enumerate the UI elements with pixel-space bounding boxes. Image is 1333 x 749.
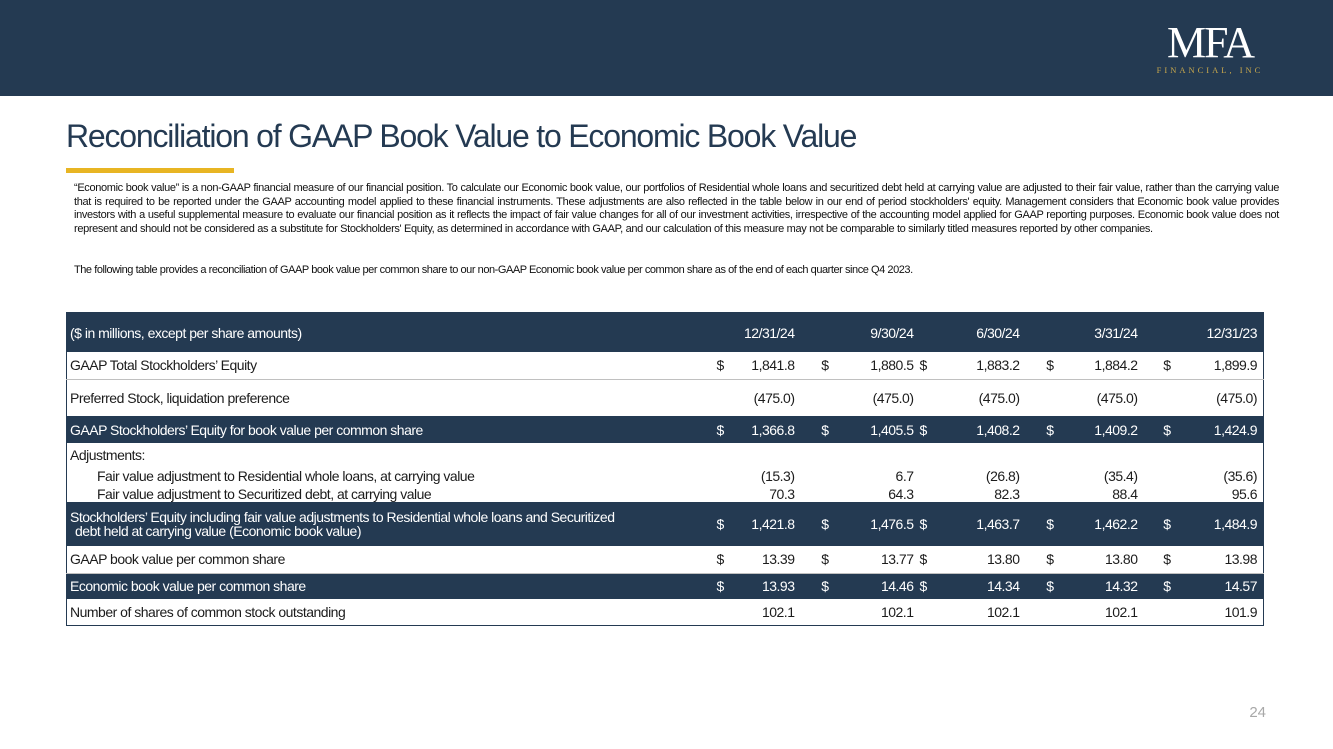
- cell-value: 13.93: [729, 573, 801, 599]
- cell-value: 1,476.5: [839, 502, 920, 546]
- cell-value: 6.7: [895, 468, 914, 484]
- currency-symbol: $: [920, 416, 946, 443]
- table-row-highlighted: [67, 502, 1264, 546]
- row-label: Number of shares of common stock outstanding: [70, 603, 346, 620]
- table-row: [67, 467, 1264, 485]
- cell-value: 13.39: [729, 546, 801, 573]
- cell-value: 102.1: [986, 603, 1020, 620]
- currency-symbol: $: [717, 546, 729, 573]
- period-header: 12/31/23: [1181, 313, 1264, 353]
- table-note: The following table provides a reconciliation of GAAP book value per common share to our non-GAAP Economic book value per common share as of the end of each quarter since Q4 2023.: [74, 264, 913, 276]
- cell-value: 1,421.8: [729, 502, 801, 546]
- cell-value: 1,899.9: [1181, 352, 1264, 379]
- row-label-line: Stockholders’ Equity including fair value adjustments to Residential whole loans and Securitized: [70, 509, 615, 525]
- cell-value: 14.57: [1181, 573, 1264, 599]
- cell-value: (35.6): [1223, 468, 1257, 484]
- logo-subtitle: FINANCIAL, INC: [1156, 65, 1264, 75]
- currency-symbol: $: [1026, 502, 1064, 546]
- cell-value: 13.80: [946, 546, 1026, 573]
- period-header: 6/30/24: [946, 313, 1026, 353]
- cell-value: 102.1: [1104, 603, 1138, 620]
- cell-value: (475.0): [1096, 389, 1138, 406]
- table-row-highlighted: [67, 416, 1264, 443]
- logo-mark: MFA: [1166, 18, 1254, 67]
- page-title: Reconciliation of GAAP Book Value to Economic Book Value: [66, 118, 857, 154]
- header-label: ($ in millions, except per share amounts): [67, 313, 717, 353]
- table-row-highlighted: [67, 573, 1264, 599]
- currency-symbol: $: [801, 546, 839, 573]
- cell-value: 1,424.9: [1181, 416, 1264, 443]
- cell-value: 1,883.2: [946, 352, 1026, 379]
- cell-value: 64.3: [888, 485, 914, 502]
- cell-value: 14.34: [946, 573, 1026, 599]
- cell-value: 101.9: [1224, 603, 1257, 620]
- page-number: 24: [1249, 704, 1266, 721]
- cell-value: 1,463.7: [946, 502, 1026, 546]
- table-row: [67, 599, 1264, 625]
- currency-symbol: $: [1026, 573, 1064, 599]
- table-row: [67, 485, 1264, 502]
- currency-symbol: $: [717, 352, 729, 379]
- row-label: Fair value adjustment to Residential whole loans, at carrying value: [97, 468, 475, 484]
- cell-value: 88.4: [1112, 485, 1138, 502]
- period-header: 9/30/24: [839, 313, 920, 353]
- row-label: Preferred Stock, liquidation preference: [70, 389, 290, 406]
- cell-value: 13.98: [1181, 546, 1264, 573]
- cell-value: 1,405.5: [839, 416, 920, 443]
- cell-value: (15.3): [760, 468, 795, 484]
- table-row: [67, 546, 1264, 573]
- currency-symbol: $: [1026, 352, 1064, 379]
- cell-value: 102.1: [761, 603, 795, 620]
- currency-symbol: $: [717, 416, 729, 443]
- period-header: 12/31/24: [729, 313, 801, 353]
- cell-value: 13.77: [839, 546, 920, 573]
- currency-symbol: $: [1026, 546, 1064, 573]
- cell-value: 82.3: [994, 485, 1020, 502]
- row-label: GAAP book value per common share: [67, 546, 717, 573]
- currency-symbol: $: [801, 502, 839, 546]
- adjustments-label: Adjustments:: [70, 447, 145, 463]
- cell-value: (35.4): [1103, 468, 1138, 484]
- cell-value: 1,408.2: [946, 416, 1026, 443]
- currency-symbol: $: [1144, 416, 1181, 443]
- cell-value: (475.0): [1216, 389, 1257, 406]
- cell-value: 1,366.8: [729, 416, 801, 443]
- currency-symbol: $: [717, 502, 729, 546]
- cell-value: 13.80: [1064, 546, 1144, 573]
- intro-paragraph: “Economic book value” is a non-GAAP financial measure of our financial position. To calculate our Economic book value, our portfolios of Residential whole loans and securitized debt held at carrying value are adjusted to their fair value, rather than the carrying value that is required to be reported under the GAAP accounting model applied to these financial instruments. These adjustments are also reflected in the table below in our end of period stockholders' equity. Management considers that Economic book value provides investors with a useful supplemental measure to evaluate our financial position as it reflects the impact of fair value changes for all of our investment activities, irrespective of the accounting model applied for GAAP reporting purposes. Economic book value does not represent and should not be considered as a substitute for Stockholders' Equity, as determined in accordance with GAAP, and our calculation of this measure may not be comparable to similarly titled measures reported by other companies.: [74, 182, 1279, 235]
- cell-value: (26.8): [985, 468, 1020, 484]
- mfa-logo: [1150, 20, 1270, 75]
- row-label: Fair value adjustment to Securitized debt, at carrying value: [97, 485, 432, 502]
- cell-value: 1,462.2: [1064, 502, 1144, 546]
- currency-symbol: $: [801, 352, 839, 379]
- row-label: [67, 502, 717, 546]
- table-row: [67, 352, 1264, 379]
- currency-symbol: $: [920, 573, 946, 599]
- currency-symbol: $: [1144, 546, 1181, 573]
- currency-symbol: $: [920, 352, 946, 379]
- cell-value: 102.1: [880, 603, 914, 620]
- row-label: Economic book value per common share: [67, 573, 717, 599]
- currency-symbol: $: [1144, 502, 1181, 546]
- currency-symbol: $: [920, 502, 946, 546]
- cell-value: 1,841.8: [729, 352, 801, 379]
- cell-value: 1,884.2: [1064, 352, 1144, 379]
- cell-value: 14.46: [839, 573, 920, 599]
- table-row: [67, 443, 1264, 467]
- row-label: GAAP Total Stockholders’ Equity: [67, 352, 717, 379]
- header-bar: [0, 0, 1333, 96]
- cell-value: (475.0): [753, 389, 795, 406]
- currency-symbol: $: [1144, 573, 1181, 599]
- currency-symbol: $: [1144, 352, 1181, 379]
- table-row: [67, 379, 1264, 416]
- table-header-row: [67, 313, 1264, 353]
- currency-symbol: $: [801, 416, 839, 443]
- title-underline: [66, 168, 234, 173]
- cell-value: (475.0): [978, 389, 1020, 406]
- cell-value: 1,409.2: [1064, 416, 1144, 443]
- row-label-line: debt held at carrying value (Economic book value): [75, 523, 362, 539]
- currency-symbol: $: [1026, 416, 1064, 443]
- cell-value: 70.3: [769, 485, 795, 502]
- cell-value: 95.6: [1231, 485, 1257, 502]
- cell-value: (475.0): [872, 389, 914, 406]
- cell-value: 14.32: [1064, 573, 1144, 599]
- reconciliation-table: [66, 312, 1264, 626]
- cell-value: 1,484.9: [1181, 502, 1264, 546]
- currency-symbol: $: [801, 573, 839, 599]
- currency-symbol: $: [717, 573, 729, 599]
- row-label: GAAP Stockholders’ Equity for book value per common share: [67, 416, 717, 443]
- period-header: 3/31/24: [1064, 313, 1144, 353]
- cell-value: 1,880.5: [839, 352, 920, 379]
- currency-symbol: $: [920, 546, 946, 573]
